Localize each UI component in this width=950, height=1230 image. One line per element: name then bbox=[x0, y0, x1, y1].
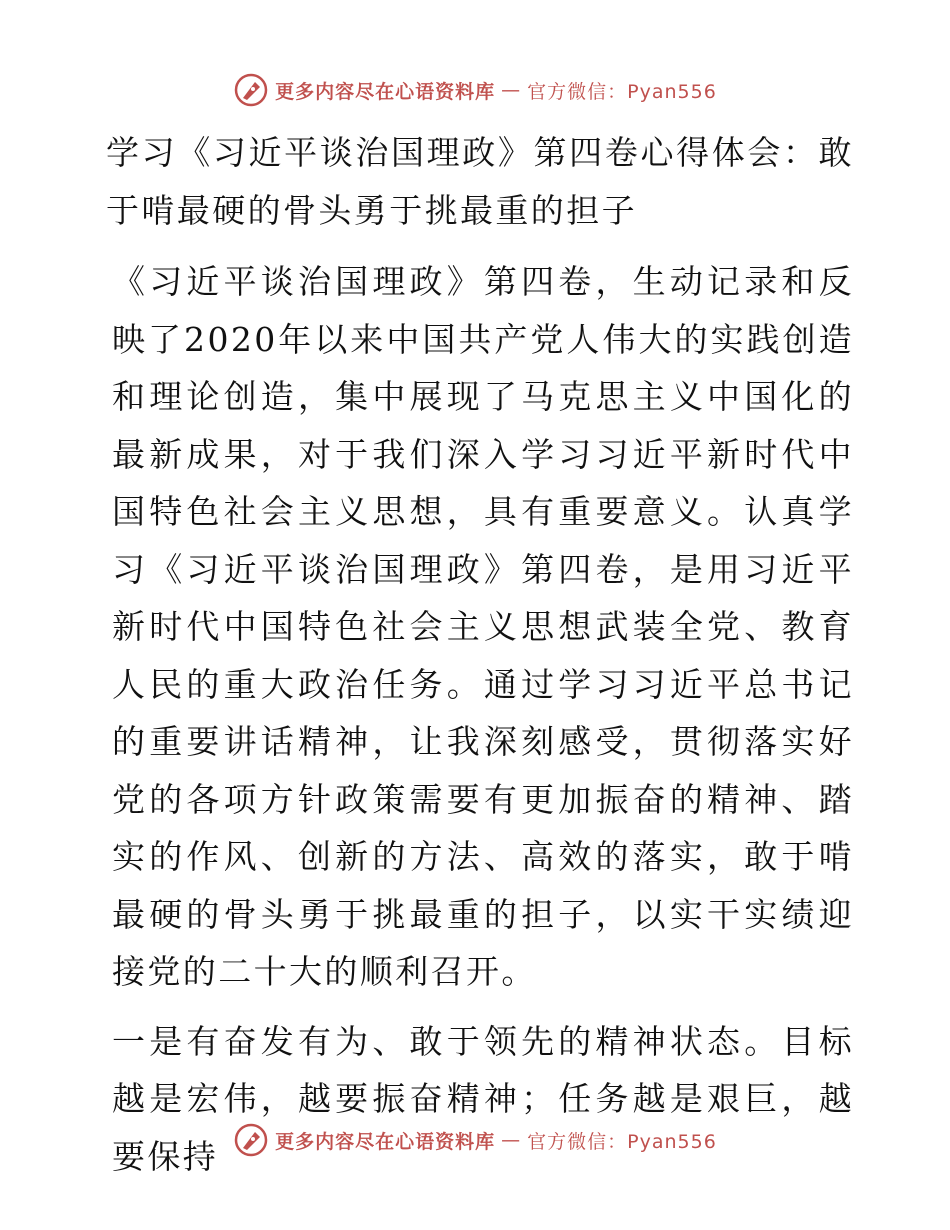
document-body bbox=[98, 124, 854, 1197]
footer-wechat-text: 官方微信：Pyan556 bbox=[527, 1130, 717, 1153]
footer-banner bbox=[0, 1122, 950, 1158]
paragraph-2: 一是有奋发有为、敢于领先的精神状态。目标越是宏伟，越要振奋精神；任务越是艰巨，越要保持 bbox=[112, 1021, 854, 1176]
pen-nib-logo-icon bbox=[233, 72, 269, 108]
footer-separator: — bbox=[501, 1129, 522, 1151]
header-wechat-text: 官方微信：Pyan556 bbox=[527, 80, 717, 103]
paragraph-1: 《习近平谈治国理政》第四卷，生动记录和反映了2020年以来中国共产党人伟大的实践创造和理论创造，集中展现了马克思主义中国化的最新成果，对于我们深入学习习近平新时代中国特色社会主义思想，具有重要意义。认真学习《习近平谈治国理政》第四卷，是用习近平新时代中国特色社会主义思想武装全党、教育人民的重大政治任务。通过学习习近平总书记的重要讲话精神，让我深刻感受，贯彻落实好党的各项方针政策需要有更加振奋的精神、踏实的作风、创新的方法、高效的落实，敢于啃最硬的骨头勇于挑最重的担子，以实干实绩迎接党的二十大的顺利召开。 bbox=[112, 262, 854, 991]
document-title: 学习《习近平谈治国理政》第四卷心得体会：敢于啃最硬的骨头勇于挑最重的担子 bbox=[106, 133, 854, 230]
footer-site-text: 更多内容尽在心语资料库 bbox=[275, 1130, 496, 1153]
header-site-text: 更多内容尽在心语资料库 bbox=[275, 80, 496, 103]
pen-nib-logo-icon bbox=[233, 1122, 269, 1158]
header-banner bbox=[0, 72, 950, 108]
header-separator: — bbox=[501, 79, 522, 101]
